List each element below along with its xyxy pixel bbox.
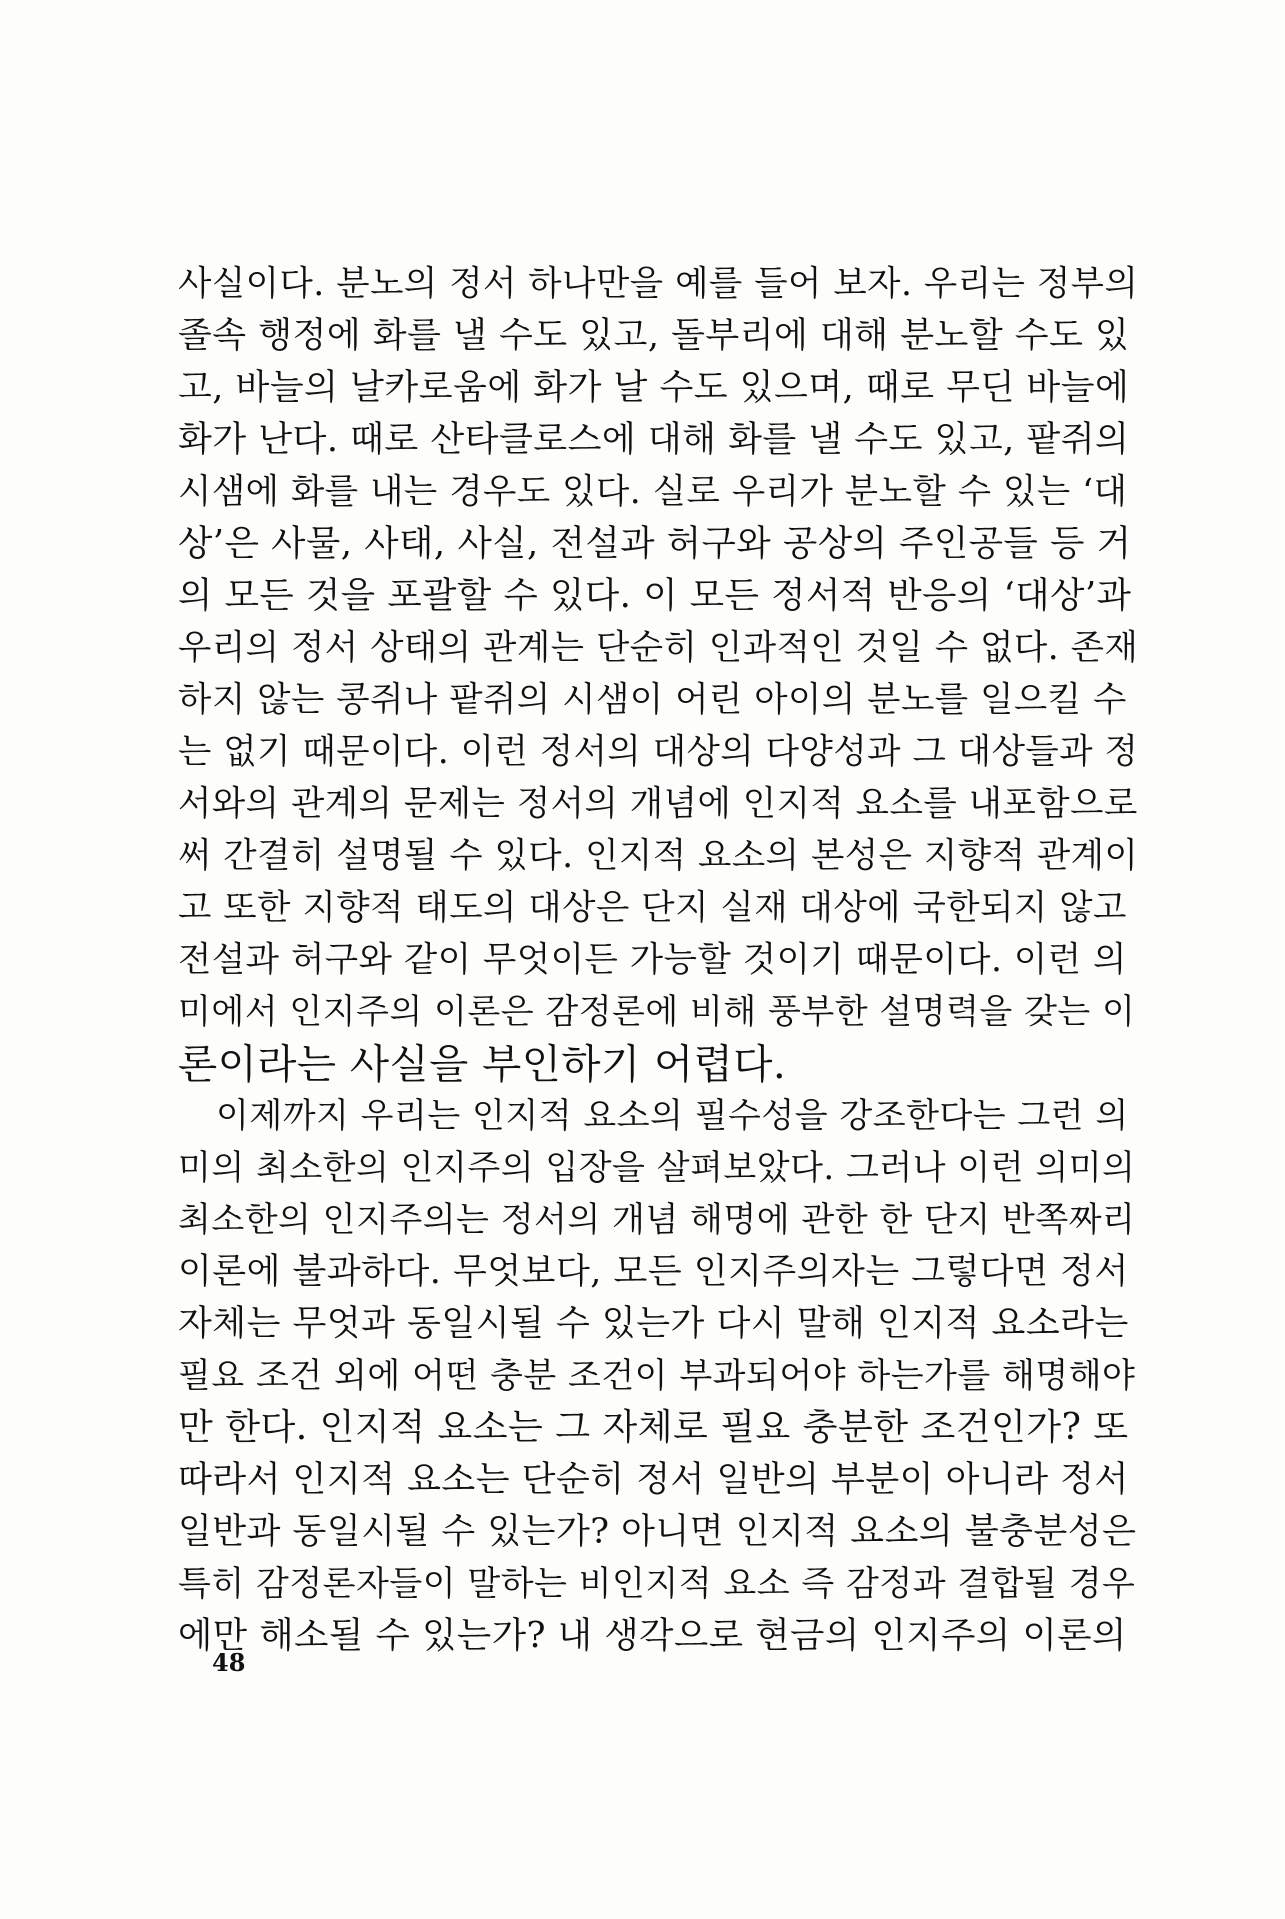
- text-line: 이론에 불과하다. 무엇보다, 모든 인지주의자는 그렇다면 정서: [178, 1252, 1129, 1292]
- text-line: 일반과 동일시될 수 있는가? 아니면 인지적 요소의 불충분성은: [178, 1512, 1137, 1552]
- text-line: 하지 않는 콩쥐나 팥쥐의 시샘이 어린 아이의 분노를 일으킬 수: [178, 680, 1127, 720]
- page-number: 48: [212, 1648, 246, 1677]
- body-text: [178, 258, 1138, 1662]
- text-line: 써 간결히 설명될 수 있다. 인지적 요소의 본성은 지향적 관계이: [178, 836, 1139, 876]
- text-line: 서와의 관계의 문제는 정서의 개념에 인지적 요소를 내포함으로: [178, 784, 1138, 824]
- text-line: 전설과 허구와 같이 무엇이든 가능할 것이기 때문이다. 이런 의: [178, 940, 1127, 980]
- text-line: 미에서 인지주의 이론은 감정론에 비해 풍부한 설명력을 갖는 이: [178, 992, 1136, 1032]
- text-line: 에만 해소될 수 있는가? 내 생각으로 현금의 인지주의 이론의: [178, 1615, 1127, 1656]
- text-line: 의 모든 것을 포괄할 수 있다. 이 모든 정서적 반응의 ‘대상’과: [178, 575, 1132, 616]
- text-line: 졸속 행정에 화를 낼 수도 있고, 돌부리에 대해 분노할 수도 있: [178, 316, 1130, 356]
- text-line: 고, 바늘의 날카로움에 화가 날 수도 있으며, 때로 무딘 바늘에: [178, 368, 1130, 408]
- text-line: 만 한다. 인지적 요소는 그 자체로 필요 충분한 조건인가? 또: [178, 1407, 1129, 1448]
- text-line: 론이라는 사실을 부인하기 어렵다.: [178, 1040, 787, 1088]
- paragraph-first-line: 이제까지 우리는 인지적 요소의 필수성을 강조한다는 그런 의: [216, 1096, 1129, 1136]
- text-line: 최소한의 인지주의는 정서의 개념 해명에 관한 한 단지 반쪽짜리: [178, 1200, 1136, 1240]
- text-line: 화가 난다. 때로 산타클로스에 대해 화를 낼 수도 있고, 팥쥐의: [178, 420, 1130, 460]
- text-line: 미의 최소한의 인지주의 입장을 살펴보았다. 그러나 이런 의미의: [178, 1148, 1136, 1188]
- text-line: 자체는 무엇과 동일시될 수 있는가 다시 말해 인지적 요소라는: [178, 1304, 1129, 1344]
- text-line: 필요 조건 외에 어떤 충분 조건이 부과되어야 하는가를 해명해야: [178, 1356, 1136, 1396]
- text-line: 고 또한 지향적 태도의 대상은 단지 실재 대상에 국한되지 않고: [178, 888, 1127, 928]
- text-line: 상’은 사물, 사태, 사실, 전설과 허구와 공상의 주인공들 등 거: [178, 523, 1132, 564]
- text-line: 특히 감정론자들이 말하는 비인지적 요소 즉 감정과 결합될 경우: [178, 1564, 1136, 1604]
- text-line: 사실이다. 분노의 정서 하나만을 예를 들어 보자. 우리는 정부의: [178, 264, 1139, 304]
- text-line: 따라서 인지적 요소는 단순히 정서 일반의 부분이 아니라 정서: [178, 1460, 1129, 1500]
- text-line: 우리의 정서 상태의 관계는 단순히 인과적인 것일 수 없다. 존재: [178, 628, 1139, 668]
- text-line: 시샘에 화를 내는 경우도 있다. 실로 우리가 분노할 수 있는 ‘대: [178, 472, 1128, 512]
- text-line: 는 없기 때문이다. 이런 정서의 대상의 다양성과 그 대상들과 정: [178, 732, 1139, 772]
